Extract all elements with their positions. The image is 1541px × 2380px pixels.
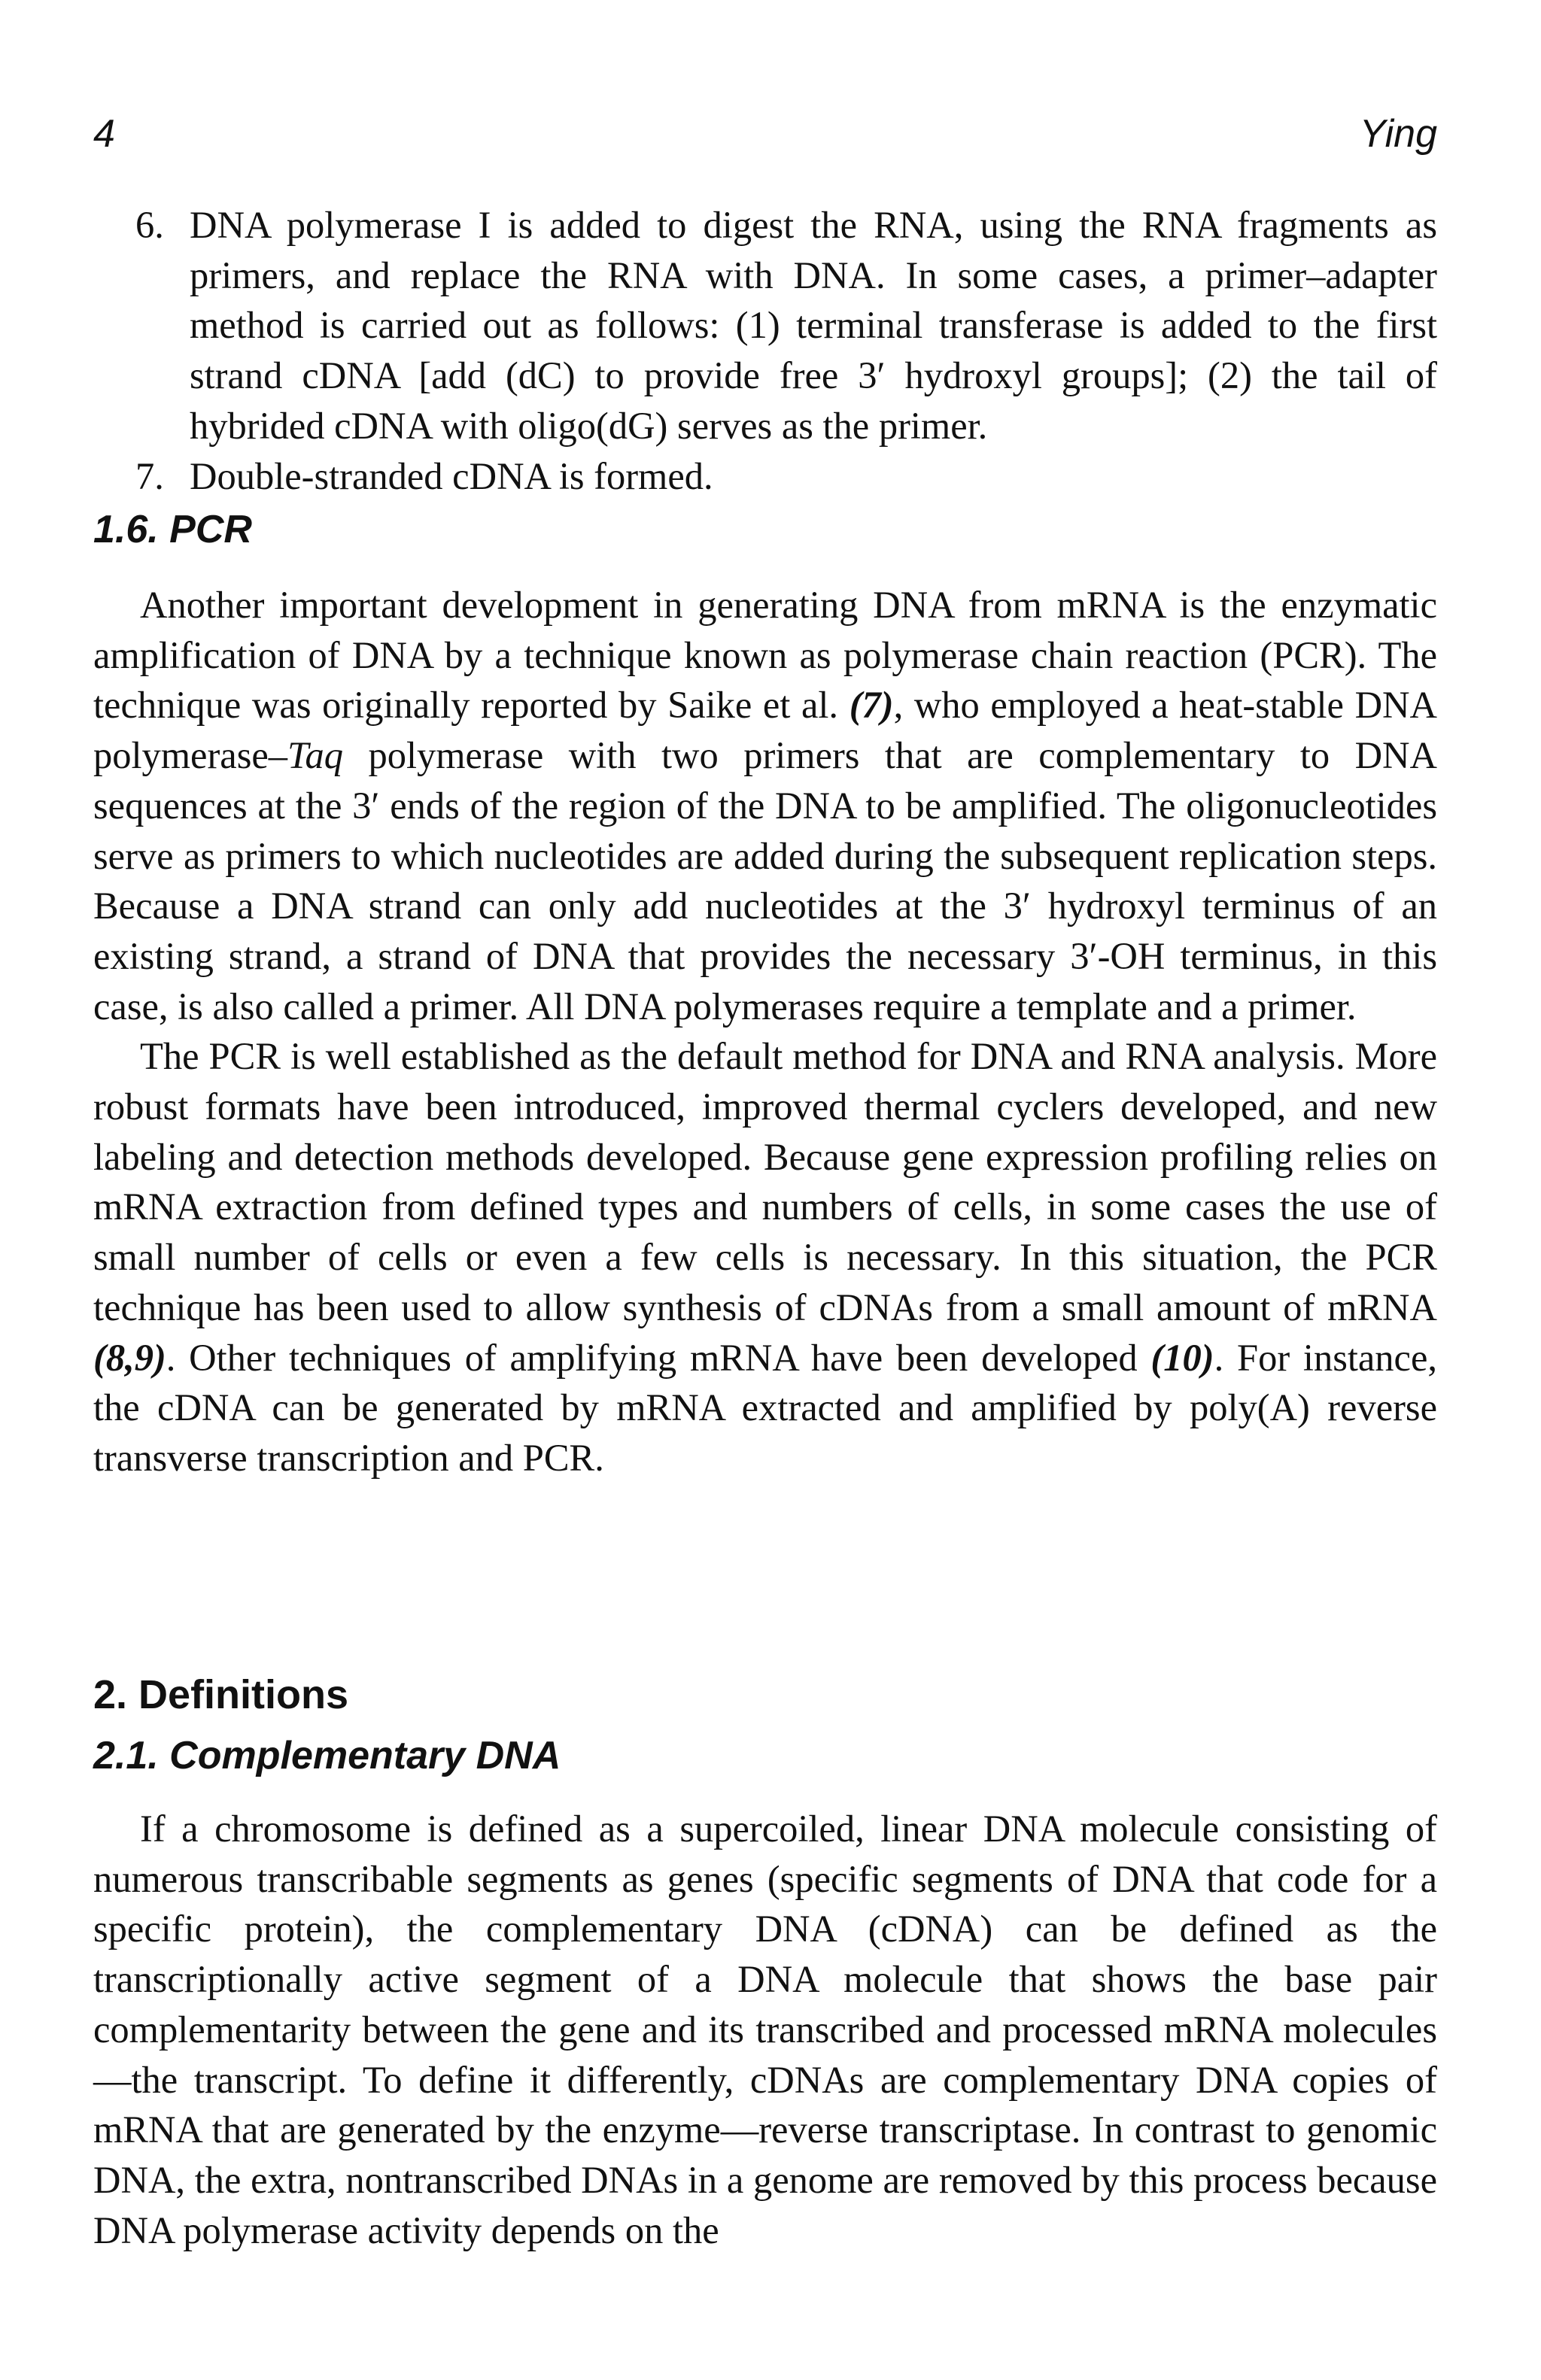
numbered-list (135, 200, 1437, 501)
list-item-number: 7. (135, 454, 164, 497)
section-heading-2: 2. Definitions (93, 1672, 349, 1717)
list-item (135, 200, 1437, 451)
section-heading-1-6: 1.6. PCR (93, 508, 252, 551)
list-item-text: DNA polymerase I is added to digest the RNA, using the RNA fragments as primers, and replace the RNA with DNA. In some cases, a primer–adapter method is carried out as follows: (1) terminal transferase is added to the first strand cDNA [add (dC) to provide free 3′ hydroxyl groups]; (2) the tail of hybrided cDNA with oligo(dG) serves as the primer. (190, 204, 1437, 447)
page-number: 4 (93, 112, 115, 156)
citation: (8,9) (93, 1336, 166, 1379)
section-heading-2-1: 2.1. Complementary DNA (93, 1734, 561, 1777)
list-item (135, 451, 1437, 502)
text-run: . For instance, the cDNA can be generated by mRNA extracted and amplified by poly(A) reverse transverse transcription and PCR. (93, 1336, 1438, 1479)
citation: (10) (1150, 1336, 1214, 1379)
list-item-text: Double-stranded cDNA is formed. (190, 454, 713, 497)
text-run: , who employed a heat-stable DNA polymerase– (93, 684, 1437, 777)
italic-term: Taq (287, 734, 343, 777)
list-item-number: 6. (135, 204, 164, 246)
text-run: . Other techniques of amplifying mRNA have been developed (166, 1336, 1151, 1379)
running-head (93, 111, 1437, 164)
section-2-1-body (93, 1804, 1437, 2255)
text-run: Another important development in generating DNA from mRNA is the enzymatic amplification of DNA by a technique known as polymerase chain reaction (PCR). The technique was originally reported by Saike et al. (93, 584, 1437, 727)
paragraph (93, 580, 1437, 1031)
text-run: polymerase with two primers that are complementary to DNA sequences at the 3′ ends of the region of the DNA to be amplified. The oligonucleotides serve as primers to which nucleotides are added during the subsequent replication steps. Because a DNA strand can only add nucleotides at the 3′ hydroxyl terminus of an existing strand, a strand of DNA that provides the necessary 3′-OH terminus, in this case, is also called a primer. All DNA polymerases require a template and a primer. (93, 734, 1437, 1028)
paragraph (93, 1031, 1437, 1483)
running-head-author: Ying (1359, 112, 1437, 156)
section-1-6-body (93, 580, 1437, 1483)
citation: (7) (849, 684, 894, 727)
text-run: The PCR is well established as the default method for DNA and RNA analysis. More robust formats have been introduced, improved thermal cyclers developed, and new labeling and detection methods developed. Because gene expression profiling relies on mRNA extraction from defined types and numbers of cells, in some cases the use of small number of cells or even a few cells is necessary. In this situation, the PCR technique has been used to allow synthesis of cDNAs from a small amount of mRNA (93, 1035, 1437, 1328)
paragraph: If a chromosome is defined as a supercoiled, linear DNA molecule consisting of numerous transcribable segments as genes (specific segments of DNA that code for a specific protein), the complementary DNA (cDNA) can be defined as the transcriptionally active segment of a DNA molecule that shows the base pair complementarity between the gene and its transcribed and processed mRNA molecules—the transcript. To define it differently, cDNAs are complementary DNA copies of mRNA that are generated by the enzyme—reverse transcriptase. In contrast to genomic DNA, the extra, nontranscribed DNAs in a genome are removed by this process because DNA polymerase activity depends on the (93, 1808, 1437, 2251)
